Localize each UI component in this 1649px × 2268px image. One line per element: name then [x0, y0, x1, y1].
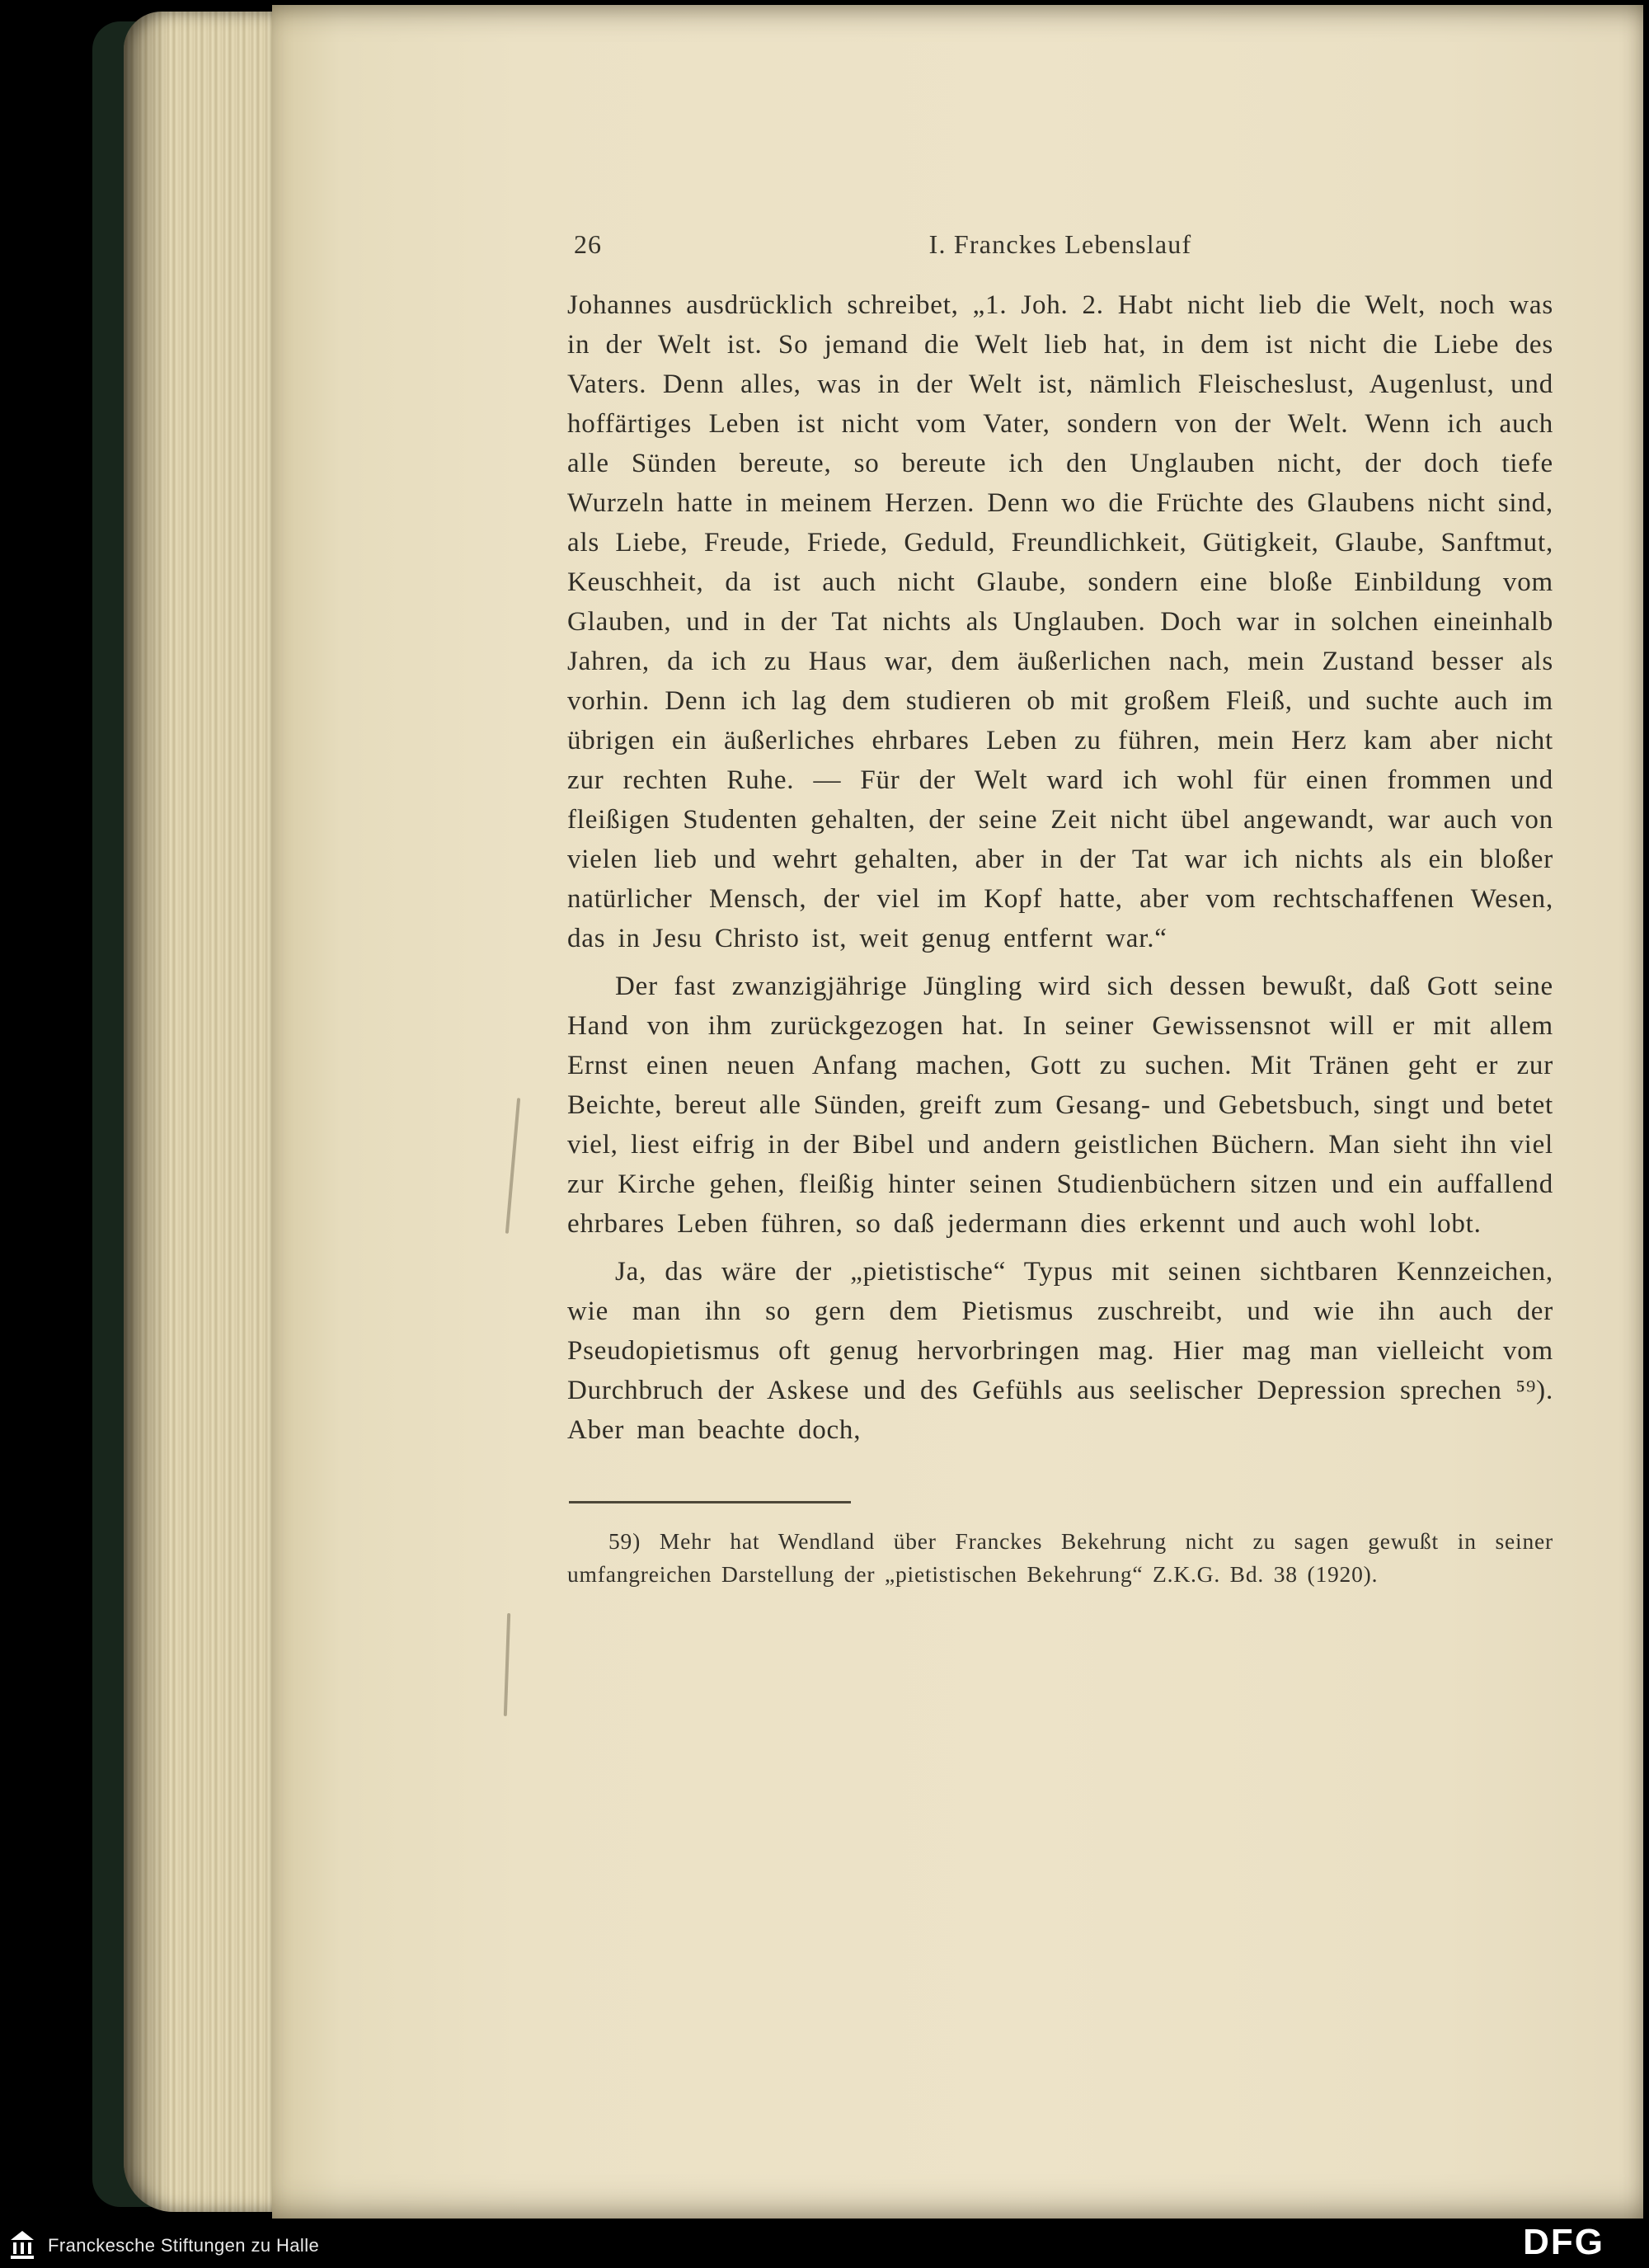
page-stack-edges [124, 12, 275, 2212]
running-title: I. Franckes Lebenslauf [928, 229, 1192, 259]
paragraph: Ja, das wäre der „pietistische“ Typus mit seinen sichtbaren Kennzeichen, wie man ihn so gern dem Pietismus zuschreibt, und wie ihn auch der Pseudopietismus oft genug hervorbringen mag. Hier mag man vielleicht vom Durchbruch der Askese und des Gefühls aus seelischer Depression sprechen ⁵⁹). Aber man beachte doch, [567, 1257, 1553, 1445]
paragraph: Johannes ausdrücklich schreibet, „1. Joh. 2. Habt nicht lieb die Welt, noch was in der Welt ist. So jemand die Welt lieb hat, in dem ist nicht die Liebe des Vaters. Denn alles, was in der Welt ist, nämlich Fleischeslust, Augenlust, und hoffärtiges Leben ist nicht vom Vater, sondern von der Welt. Wenn ich auch alle Sünden bereute, so bereute ich den Unglauben nicht, der doch tiefe Wurzeln hatte in meinem Herzen. Denn wo die Früchte des Glaubens nicht sind, als Liebe, Freude, Friede, Geduld, Freundlichkeit, Gütigkeit, Glaube, Sanftmut, Keuschheit, da ist auch nicht Glaube, sondern eine bloße Einbildung vom Glauben, und in der Tat nichts als Unglauben. Doch war in solchen eineinhalb Jahren, da ich zu Haus war, dem äußerlichen nach, mein Zustand besser als vorhin. Denn ich lag dem studieren ob mit großem Fleiß, und suchte auch im übrigen ein äußerliches ehrbares Leben zu führen, mein Herz kam aber nicht zur rechten Ruhe. — Für der Welt ward ich wohl für einen frommen und fleißigen Studenten gehalten, der seine Zeit nicht übel angewandt, war auch von vielen lieb und wehrt gehalten, aber in der Tat war ich nichts als ein bloßer natürlicher Mensch, der viel im Kopf hatte, aber vom rechtschaffenen Wesen, das in Jesu Christo ist, weit genug entfernt war.“ [567, 290, 1553, 953]
book-page [272, 5, 1643, 2219]
watermark-left-label: Franckesche Stiftungen zu Halle [48, 2235, 320, 2256]
dfg-logo [1523, 2222, 1604, 2263]
watermark-left [8, 2230, 319, 2261]
footnote-text: 59) Mehr hat Wendland über Franckes Bekehrung nicht zu sagen gewußt in seiner umfangreichen Darstellung der „pietistischen Bekehrung“ Z.K.G. Bd. 38 (1920). [567, 1528, 1553, 1587]
francke-foundations-logo-icon [8, 2230, 36, 2261]
page-number: 26 [574, 229, 602, 259]
page-header [567, 229, 1553, 266]
text-block [567, 285, 1553, 1591]
dfg-logo-text: DFG [1523, 2222, 1604, 2262]
paragraph: Der fast zwanzigjährige Jüngling wird sich dessen bewußt, daß Gott seine Hand von ihm zurückgezogen hat. In seiner Gewissensnot will er mit allem Ernst einen neuen Anfang machen, Gott zu suchen. Mit Tränen geht er zur Beichte, bereut alle Sünden, greift zum Gesang- und Gebetsbuch, singt und betet viel, liest eifrig in der Bibel und andern geistlichen Büchern. Man sieht ihn viel zur Kirche gehen, fleißig hinter seinen Studienbüchern sitzen und ein auffallend ehrbares Leben führen, so daß jedermann dies erkennt und auch wohl lobt. [567, 972, 1553, 1239]
pencil-margin-mark [504, 1613, 510, 1716]
footnote-separator-rule [569, 1501, 851, 1503]
pencil-margin-mark [505, 1098, 520, 1234]
